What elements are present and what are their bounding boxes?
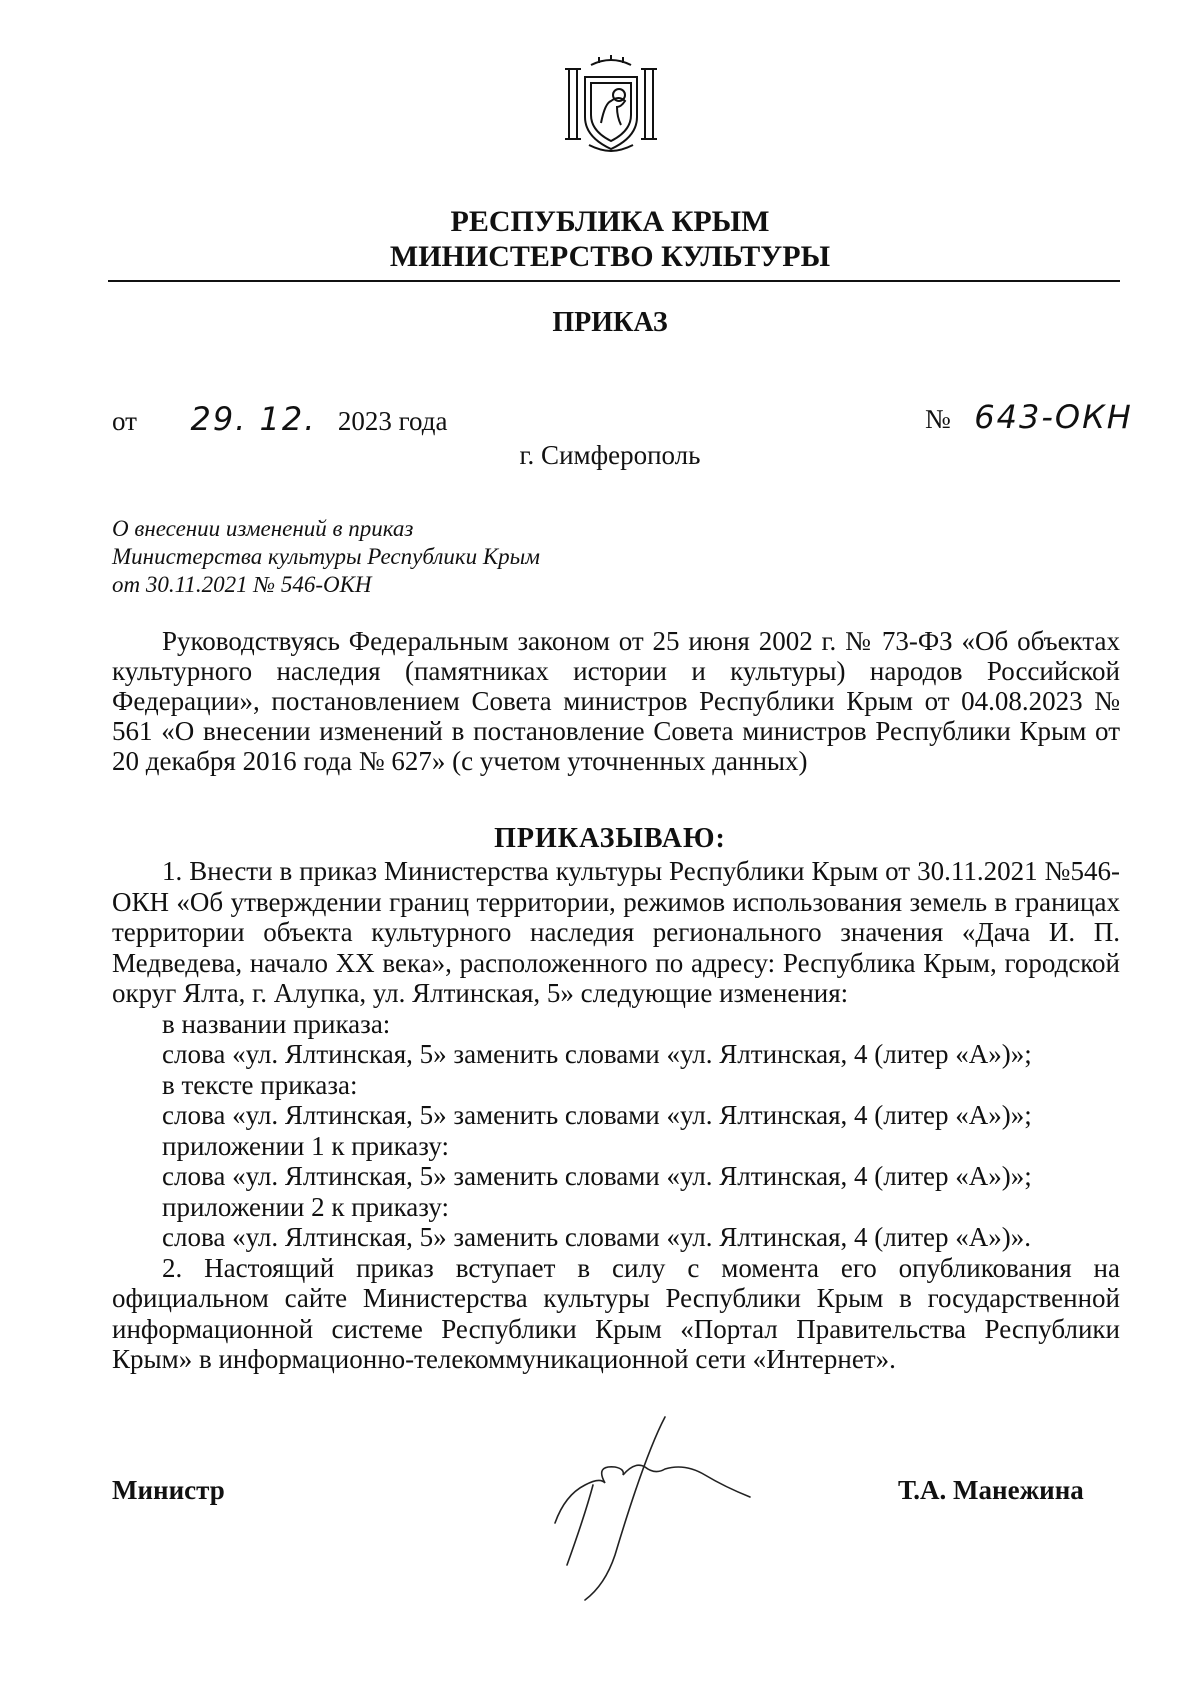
subject-line: от 30.11.2021 № 546-ОКН (112, 572, 372, 597)
order-number (925, 398, 1133, 436)
order-body (112, 856, 1120, 1375)
item-1: 1. Внести в приказ Министерства культуры Республики Крым от 30.11.2021 №546-ОКН «Об утверждении границ территории, режимов использования земель в границах территории объекта культурного наследия регионального значения «Дача И. П. Медведева, начало XX века», расположенного по адресу: Республика Крым, городской округ Ялта, г. Алупка, ул. Ялтинская, 5» следующие изменения: (112, 856, 1120, 1008)
preamble (112, 626, 1120, 776)
order-date (112, 400, 448, 438)
order-subject (112, 515, 540, 599)
ministry-heading: МИНИСТЕРСТВО КУЛЬТУРЫ (389, 240, 831, 273)
handwritten-signature (545, 1405, 775, 1605)
change-line: в названии приказа: (162, 1008, 391, 1039)
preamble-text: Руководствуясь Федеральным законом от 25 июня 2002 г. № 73-ФЗ «Об объектах культурного наследия (памятниках истории и культуры) народов Российской Федерации», постановлением Совета министров Республики Крым от 04.08.2023 № 561 «О внесении изменений в постановление Совета министров Республики Крым от 20 декабря 2016 года № 627» (с учетом уточненных данных) (112, 626, 1120, 776)
date-suffix: 2023 года (337, 406, 448, 436)
change-line: слова «ул. Ялтинская, 5» заменить словами «ул. Ялтинская, 4 (литер «А»)». (162, 1222, 1031, 1252)
order-title: ПРИКАЗ (552, 307, 668, 338)
decree-heading: ПРИКАЗЫВАЮ: (494, 823, 726, 854)
subject-line: О внесении изменений в приказ (112, 516, 414, 541)
change-line: в тексте приказа: (162, 1069, 358, 1100)
republic-heading: РЕСПУБЛИКА КРЫМ (450, 205, 770, 238)
change-line: приложении 1 к приказу: (162, 1130, 450, 1161)
date-handwritten: 29. 12. (190, 400, 317, 438)
signatory-name: Т.А. Манежина (898, 1475, 1084, 1505)
change-line: приложении 2 к приказу: (162, 1191, 450, 1222)
number-prefix: № (925, 404, 951, 434)
subject-line: Министерства культуры Республики Крым (112, 544, 540, 569)
item-2: 2. Настоящий приказ вступает в силу с момента его опубликования на официальном сайте Министерства культуры Республики Крым в государственной информационной системе Республики Крым «Портал Правительства Республики Крым» в информационно-телекоммуникационной сети «Интернет». (112, 1252, 1120, 1374)
change-line: слова «ул. Ялтинская, 5» заменить словами «ул. Ялтинская, 4 (литер «А»)»; (162, 1161, 1032, 1191)
change-line: слова «ул. Ялтинская, 5» заменить словами «ул. Ялтинская, 4 (литер «А»)»; (162, 1039, 1032, 1069)
coat-of-arms-icon (561, 55, 661, 155)
city: г. Симферополь (519, 440, 701, 470)
date-prefix: от (112, 406, 137, 436)
number-handwritten: 643-ОКН (974, 398, 1133, 436)
header-divider (108, 280, 1120, 282)
signatory-title: Министр (112, 1475, 225, 1505)
change-line: слова «ул. Ялтинская, 5» заменить словами «ул. Ялтинская, 4 (литер «А»)»; (162, 1100, 1032, 1130)
